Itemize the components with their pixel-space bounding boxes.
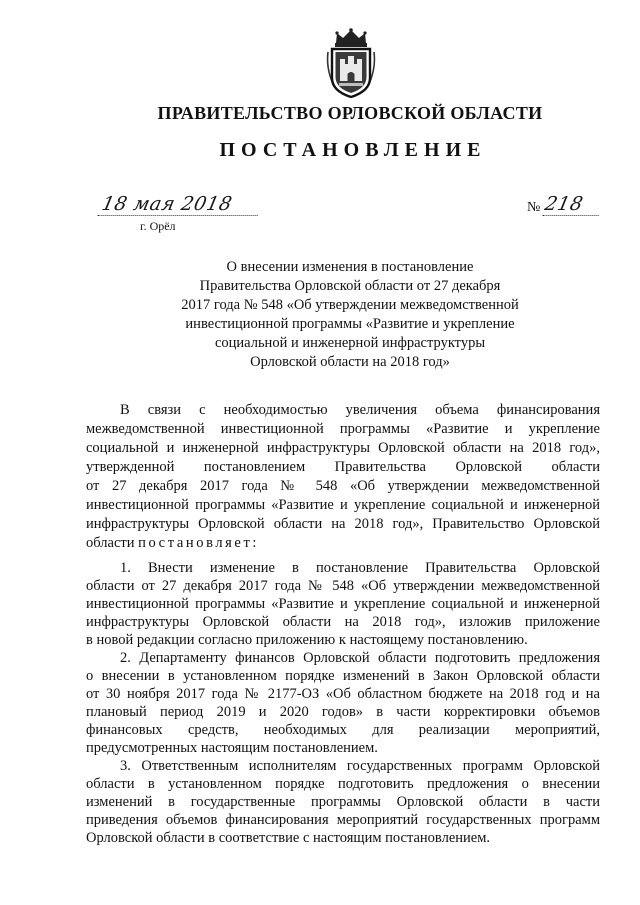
- handwritten-date: 18 мая 2018: [98, 193, 263, 216]
- body-line: Орловской области в соответствие с настоящим постановлением.: [86, 830, 491, 846]
- title-line: Орловской области на 2018 год»: [250, 354, 450, 370]
- body-line: приведения объемов финансирования мероприятий государственных программ: [86, 812, 600, 828]
- document-type: ПОСТАНОВЛЕНИЕ: [219, 139, 487, 161]
- decree-item-3: [86, 757, 600, 847]
- body-line: финансовых средств, необходимых для реализации мероприятий,: [86, 722, 600, 738]
- intro-paragraph: [86, 401, 600, 553]
- body-line: социальной и инженерной инфраструктуры Орловской области на 2018 год»,: [86, 440, 600, 456]
- body-line: плановый период 2019 и 2020 годов» в части корректировки объемов: [86, 704, 600, 720]
- body-line: о внесении в установленном порядке изменений в Закон Орловской области: [86, 668, 600, 684]
- body-line: 3. Ответственным исполнителям государственных программ Орловской: [120, 758, 600, 774]
- decree-items: [86, 559, 600, 847]
- body-line: области в установленном порядке подготовить предложения о внесении: [86, 776, 600, 792]
- body-line-last: [86, 534, 600, 553]
- title-block: [150, 258, 550, 372]
- body-line: в новой редакции согласно приложению к настоящему постановлению.: [86, 632, 528, 648]
- handwritten-number: 218: [543, 193, 604, 216]
- title-line: О внесении изменения в постановление: [226, 259, 474, 275]
- title-line: социальной и инженерной инфраструктуры: [214, 335, 486, 351]
- title-line: инвестиционной программы «Развитие и укрепление: [185, 316, 515, 332]
- body-line: инфраструктуры Орловской области на 2018 год», Правительство Орловской: [86, 516, 600, 532]
- number-label: №: [527, 200, 541, 215]
- body-line: инвестиционной программы «Развитие и укрепление социальной и инженерной: [86, 596, 600, 612]
- body-line: 1. Внести изменение в постановление Правительства Орловской: [120, 560, 600, 576]
- body-line: инфраструктуры Орловской области на 2018 год», изложив приложение: [86, 614, 600, 630]
- city-label: г. Орёл: [140, 219, 176, 233]
- decree-item-1: [86, 559, 600, 649]
- body-line: от 30 ноября 2017 года № 2177-ОЗ «Об областном бюджете на 2018 год и на: [86, 686, 600, 702]
- body-line: 2. Департаменту финансов Орловской области подготовить предложения: [120, 650, 600, 666]
- decree-item-2: [86, 649, 600, 757]
- decree-keyword: постановляет:: [138, 535, 260, 551]
- government-name: ПРАВИТЕЛЬСТВО ОРЛОВСКОЙ ОБЛАСТИ: [157, 103, 543, 123]
- body-line: утвержденной постановлением Правительства Орловской области: [86, 459, 600, 475]
- title-line: Правительства Орловской области от 27 декабря: [199, 278, 501, 294]
- body-line: межведомственной инвестиционной программы «Развитие и укрепление: [86, 421, 600, 437]
- body-line: инвестиционной программы «Развитие и укрепление социальной и инженерной: [86, 497, 600, 513]
- body-line: области от 27 декабря 2017 года № 548 «Об утверждении межведомственной: [86, 578, 600, 594]
- body-line: от 27 декабря 2017 года № 548 «Об утверждении межведомственной: [86, 478, 600, 494]
- body-text: области: [86, 535, 135, 551]
- title-line: 2017 года № 548 «Об утверждении межведомственной: [181, 297, 519, 313]
- body-line: В связи с необходимостью увеличения объема финансирования: [120, 402, 600, 418]
- body-line: предусмотренных настоящим постановлением.: [86, 740, 378, 756]
- coat-of-arms-icon: [325, 28, 377, 98]
- body-line: изменений в государственные программы Орловской области в части: [86, 794, 600, 810]
